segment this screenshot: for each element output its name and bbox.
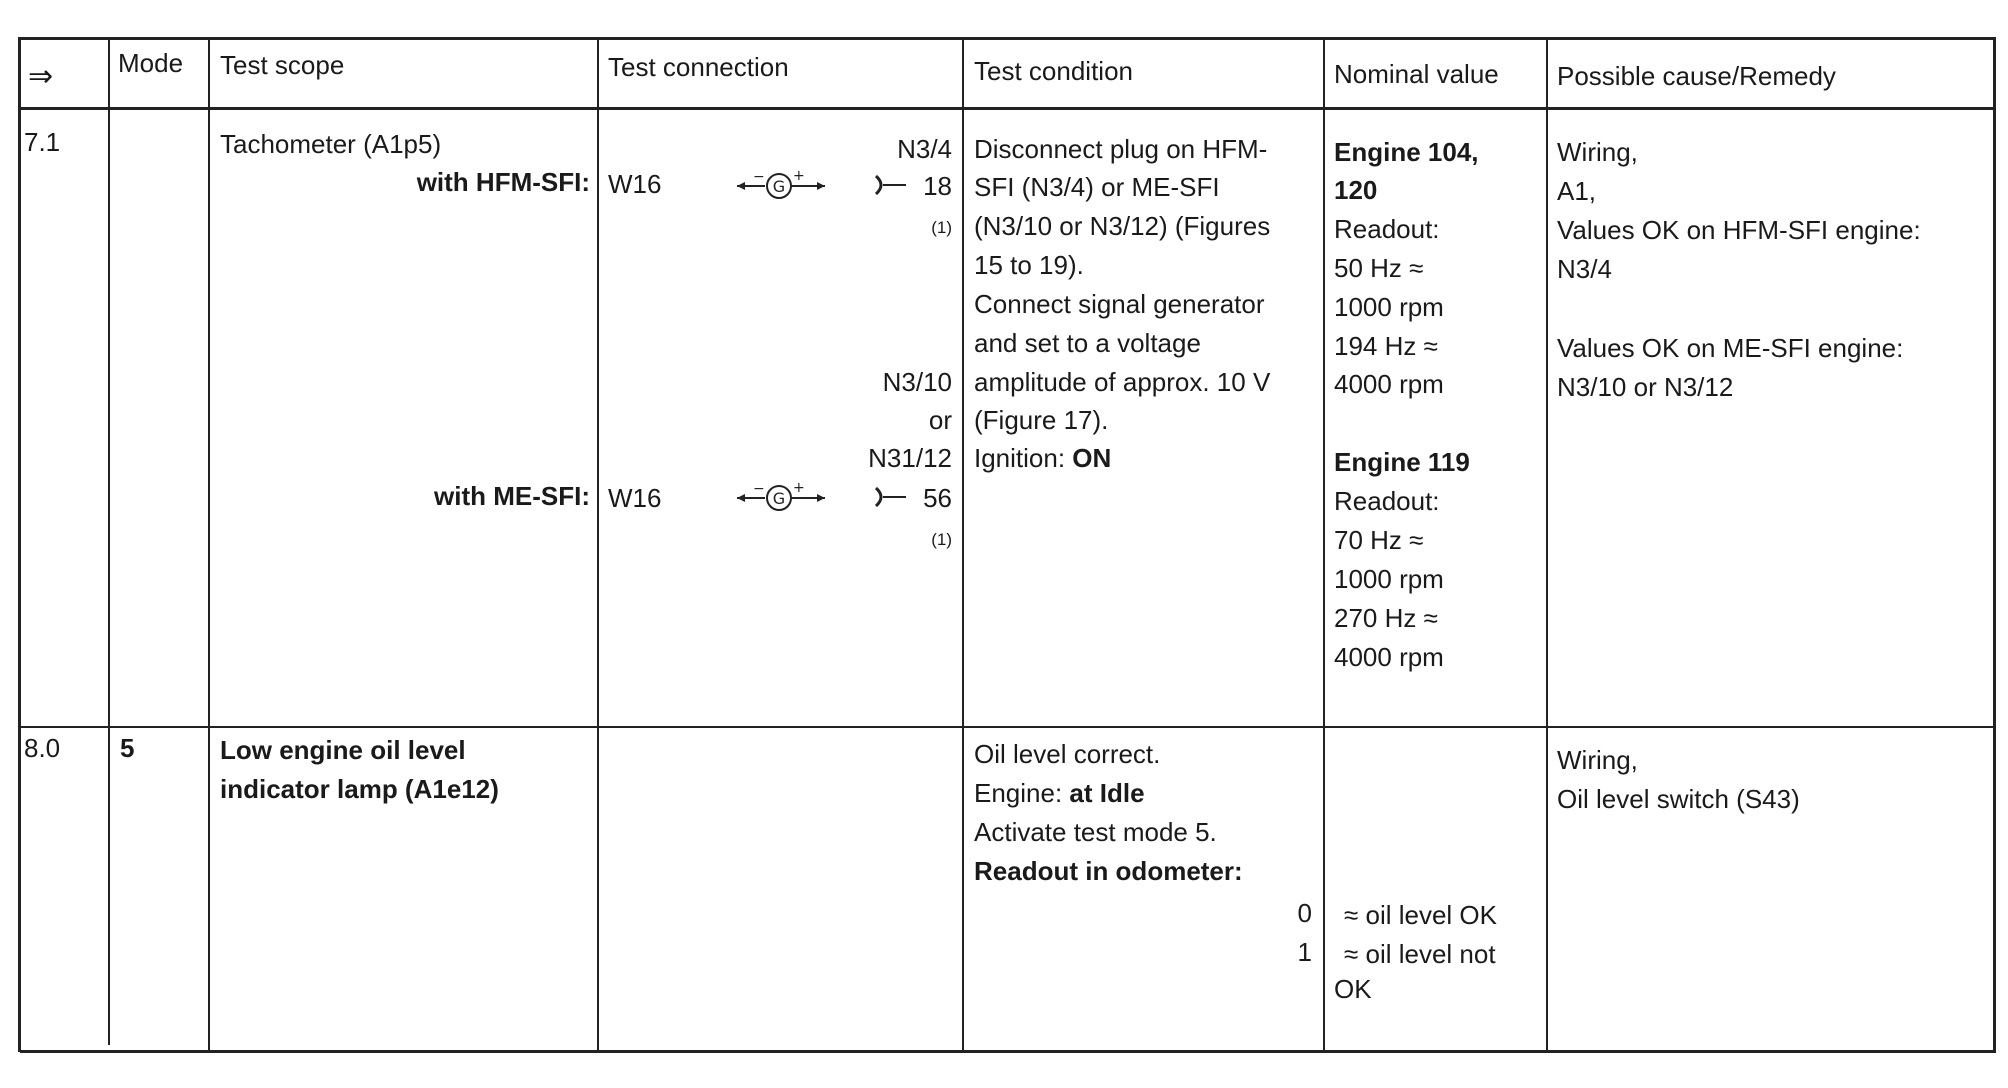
hfm-pin-top: N3/4 [897, 134, 952, 164]
me-pin-top-3: N31/12 [868, 443, 952, 473]
col-border-1 [108, 37, 110, 1045]
row-7-1-scope-title: Tachometer (A1p5) [220, 129, 442, 159]
header-nominal-value: Nominal value [1334, 59, 1499, 89]
hfm-note: (1) [931, 218, 952, 237]
condition-line: (Figure 17). [974, 405, 1109, 435]
header-test-condition: Test condition [974, 56, 1133, 86]
condition-line: 15 to 19). [974, 250, 1084, 280]
col-border-5 [1323, 37, 1325, 1051]
svg-text:−: − [753, 169, 765, 185]
condition-line: Activate test mode 5. [974, 817, 1217, 847]
header-possible-cause: Possible cause/Remedy [1557, 61, 1836, 91]
me-pin: 56 [923, 483, 952, 513]
engine-idle-line [974, 774, 1145, 813]
col-border-right [1993, 37, 1996, 1052]
remedy-line: Wiring, [1557, 137, 1638, 167]
table-bottom-border [20, 1050, 1996, 1053]
engine-value: at Idle [1069, 778, 1145, 808]
remedy-line: N3/10 or N3/12 [1557, 372, 1734, 402]
svg-text:+: + [793, 480, 805, 496]
hfm-pin: 18 [923, 171, 952, 201]
me-note: (1) [931, 530, 952, 549]
oil-level-result-2: OK [1334, 974, 1372, 1004]
remedy-line: Values OK on HFM-SFI engine: [1557, 215, 1921, 245]
engine-104-heading-2: 120 [1334, 175, 1378, 205]
col-border-2 [208, 37, 210, 1051]
col-border-3 [597, 37, 599, 1051]
connector-icon [872, 484, 908, 510]
remedy-line: A1, [1557, 176, 1597, 206]
odometer-readout-label: Readout in odometer: [974, 856, 1243, 886]
me-sfi-label: with ME-SFI: [434, 481, 590, 511]
condition-line: and set to a voltage [974, 328, 1201, 358]
engine-label: Engine: [974, 778, 1070, 808]
condition-line: Oil level correct. [974, 739, 1161, 769]
condition-line: amplitude of approx. 10 V [974, 367, 1271, 397]
oil-level-result: ≈ oil level not [1344, 939, 1496, 969]
header-arrow: ⇒ [28, 60, 54, 93]
nominal-value: 194 Hz ≈ [1334, 331, 1438, 361]
ignition-label: Ignition: [974, 443, 1073, 473]
connector-icon [872, 172, 908, 198]
nominal-readout: Readout: [1334, 214, 1440, 244]
oil-level-result: ≈ oil level OK [1344, 900, 1497, 930]
nominal-value: 1000 rpm [1334, 564, 1444, 594]
row-7-1-step: 7.1 [24, 127, 61, 157]
col-border-6 [1546, 37, 1548, 1051]
condition-line: Connect signal generator [974, 289, 1265, 319]
header-test-scope: Test scope [220, 50, 345, 80]
header-mode: Mode [118, 48, 184, 78]
nominal-value: 270 Hz ≈ [1334, 603, 1438, 633]
ignition-value: ON [1072, 443, 1112, 473]
nominal-value: 4000 rpm [1334, 642, 1444, 672]
table-top-border [18, 37, 1996, 40]
nominal-value: 4000 rpm [1334, 369, 1444, 399]
odometer-code: 0 [1297, 898, 1312, 928]
remedy-line: Wiring, [1557, 745, 1638, 775]
nominal-value: 1000 rpm [1334, 292, 1444, 322]
row-8-0-step: 8.0 [24, 733, 61, 763]
signal-generator-icon [735, 168, 827, 202]
odometer-code: 1 [1297, 937, 1312, 967]
header-divider [18, 107, 1996, 110]
condition-line: SFI (N3/4) or ME-SFI [974, 172, 1220, 202]
me-pin-top-2: or [928, 405, 952, 435]
svg-text:G: G [772, 489, 786, 508]
svg-text:+: + [793, 168, 805, 184]
nominal-value: 70 Hz ≈ [1334, 525, 1424, 555]
engine-119-heading: Engine 119 [1334, 447, 1470, 477]
row-8-0-scope: Low engine oil level [220, 735, 466, 765]
remedy-line: N3/4 [1557, 254, 1612, 284]
row-8-0-mode: 5 [120, 733, 135, 763]
hfm-wire-label: W16 [608, 169, 662, 199]
col-border-left [18, 37, 21, 1052]
hfm-sfi-label: with HFM-SFI: [416, 167, 590, 197]
condition-line: Disconnect plug on HFM- [974, 134, 1268, 164]
condition-line: (N3/10 or N3/12) (Figures [974, 211, 1271, 241]
remedy-line: Oil level switch (S43) [1557, 784, 1800, 814]
me-pin-top-1: N3/10 [882, 367, 952, 397]
row-8-0-scope-2: indicator lamp (A1e12) [220, 774, 499, 804]
svg-text:G: G [772, 177, 786, 196]
nominal-value: 50 Hz ≈ [1334, 253, 1424, 283]
svg-text:−: − [753, 481, 765, 497]
engine-104-heading: Engine 104, [1334, 137, 1479, 167]
header-test-connection: Test connection [608, 52, 789, 82]
me-wire-label: W16 [608, 483, 662, 513]
signal-generator-icon [735, 480, 827, 514]
col-border-4 [962, 37, 964, 1051]
remedy-line: Values OK on ME-SFI engine: [1557, 333, 1904, 363]
nominal-readout: Readout: [1334, 486, 1440, 516]
row-divider [18, 726, 1996, 728]
ignition-line [974, 439, 1111, 478]
